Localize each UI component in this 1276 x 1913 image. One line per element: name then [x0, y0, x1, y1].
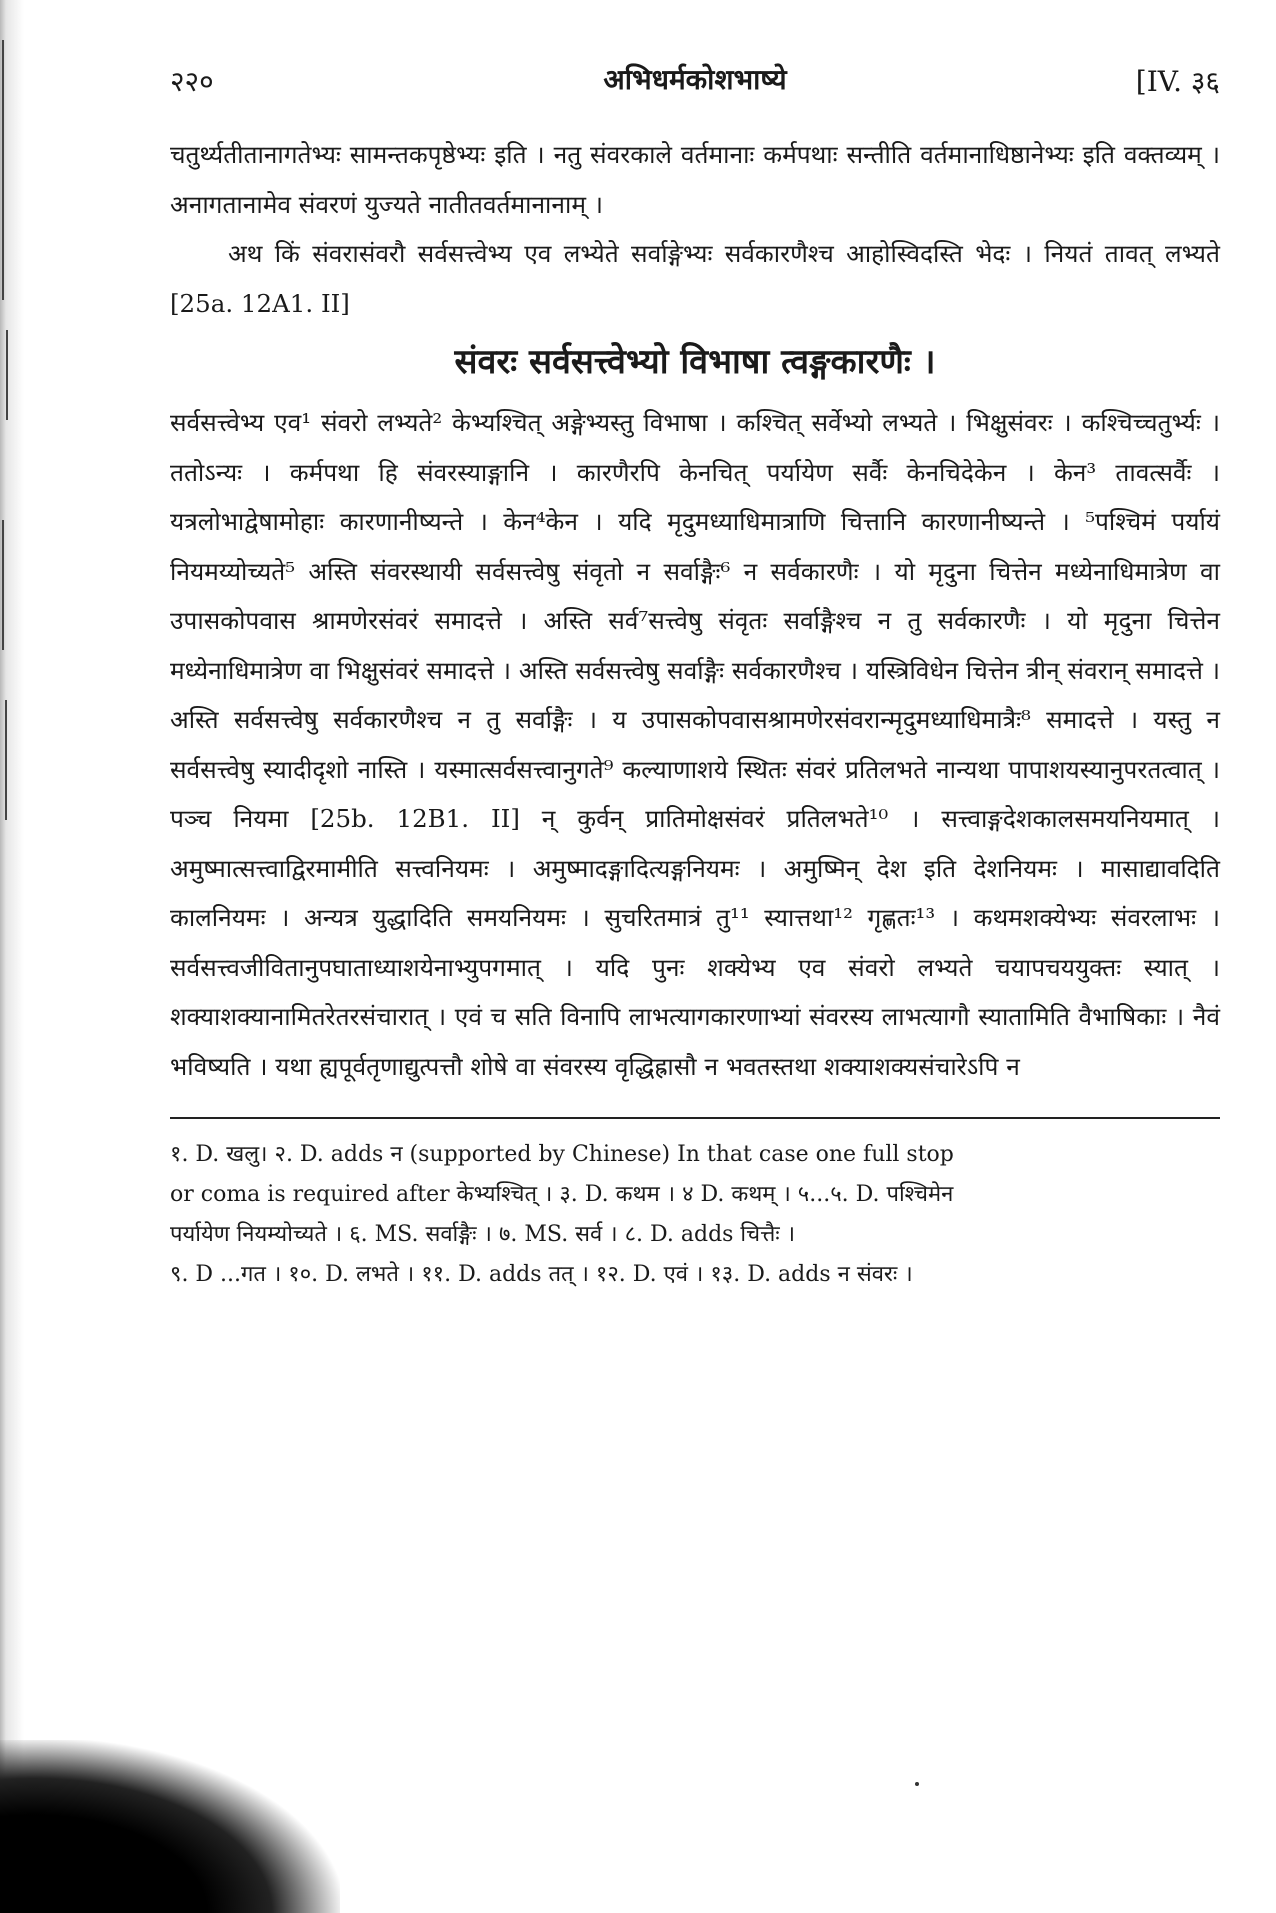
page [170, 50, 1220, 1295]
spine-mark [2, 520, 4, 650]
footnote-divider [170, 1117, 1220, 1119]
spine-mark [6, 330, 8, 420]
footnote-line: ९. D ...गत । १०. D. लभते । ११. D. adds तत् । १२. D. एवं । १३. D. adds न संवरः । [170, 1262, 913, 1287]
verse-karika: संवरः सर्वसत्त्वेभ्यो विभाषा त्वङ्गकारणैः । [454, 342, 936, 382]
book-spine-shadow [0, 0, 24, 1913]
footnotes [170, 1135, 1220, 1295]
paragraph: सर्वसत्त्वेभ्य एव¹ संवरो लभ्यते² केभ्यश्चित् अङ्गेभ्यस्तु विभाषा । कश्चित् सर्वेभ्यो लभ्यते । भिक्षुसंवरः । कश्चिच्चतुर्भ्यः । ततोऽन्यः । कर्मपथा हि संवरस्याङ्गानि । कारणैरपि केनचित् पर्यायेण सर्वैः केनचिदेकेन । केन³ तावत्सर्वैः । यत्रलोभाद्वेषामोहाः कारणानीष्यन्ते । केन⁴केन । यदि मृदुमध्याधिमात्राणि चित्तानि कारणानीष्यन्ते । ⁵पश्चिमं पर्यायं नियमय्योच्यते⁵ अस्ति संवरस्थायी सर्वसत्त्वेषु संवृतो न सर्वाङ्गैः⁶ न सर्वकारणैः । यो मृदुना चित्तेन मध्येनाधिमात्रेण वा उपासकोपवास श्रामणेरसंवरं समादत्ते । अस्ति सर्व⁷सत्त्वेषु संवृतः सर्वाङ्गैश्च न तु सर्वकारणैः । यो मृदुना चित्तेन मध्येनाधिमात्रेण वा भिक्षुसंवरं समादत्ते । अस्ति सर्वसत्त्वेषु सर्वाङ्गैः सर्वकारणैश्च । यस्त्रिविधेन चित्तेन त्रीन् संवरान् समादत्ते । अस्ति सर्वसत्त्वेषु सर्वकारणैश्च न तु सर्वाङ्गैः । य उपासकोपवासश्रामणेरसंवरान्मृदुमध्याधिमात्रैः⁸ समादत्ते । यस्तु न सर्वसत्त्वेषु स्यादीदृशो नास्ति । यस्मात्सर्वसत्त्वानुगते⁹ कल्याणाशये स्थितः संवरं प्रतिलभते नान्यथा पापाशयस्यानुपरतत्वात् । पञ्च नियमा [25b. 12B1. II] न् कुर्वन् प्रातिमोक्षसंवरं प्रतिलभते¹⁰ । सत्त्वाङ्गदेशकालसमयनियमात् । अमुष्मात्सत्त्वाद्विरमामीति सत्त्वनियमः । अमुष्मादङ्गादित्यङ्गनियमः । अमुष्मिन् देश इति देशनियमः । मासाद्यावदिति कालनियमः । अन्यत्र युद्धादिति समयनियमः । सुचरितमात्रं तु¹¹ स्यात्तथा¹² गृह्णतः¹³ । कथमशक्येभ्यः संवरलाभः । सर्वसत्त्वजीवितानुपघाताध्याशयेनाभ्युपगमात् । यदि पुनः शक्येभ्य एव संवरो लभ्यते चयापचययुक्तः स्यात् । शक्याशक्यानामितरेतरसंचारात् । एवं च सति विनापि लाभत्यागकारणाभ्यां संवरस्य लाभत्यागौ स्यातामिति वैभाषिकाः । नैवं भविष्यति । यथा ह्यपूर्वतृणाद्युत्पत्तौ शोषे वा संवरस्य वृद्धिह्रासौ न भवतस्तथा शक्याशक्यसंचारेऽपि न [170, 408, 1220, 1081]
main-text [170, 130, 1220, 1091]
section-reference: [IV. ३६ [1135, 65, 1220, 98]
footnote-line: or coma is required after केभ्यश्चित् । ३. D. कथम । ४ D. कथम् । ५...५. D. पश्चिमेन [170, 1182, 954, 1207]
page-number: २२० [170, 65, 214, 98]
paragraph: अथ किं संवरासंवरौ सर्वसत्त्वेभ्य एव लभ्येते सर्वाङ्गेभ्यः सर्वकारणैश्च आहोस्विदस्ति भेदः । नियतं तावत् लभ्यते [25a. 12A1. II] [170, 239, 1220, 318]
footnote-line: १. D. खलु। २. D. adds न (supported by Chinese) In that case one full stop [170, 1142, 954, 1167]
spine-mark [5, 700, 7, 820]
footnote-line: पर्यायेण नियम्योच्यते । ६. MS. सर्वाङ्गैः । ७. MS. सर्व । ८. D. adds चित्तैः । [170, 1222, 796, 1247]
scan-speck [915, 1782, 919, 1786]
spine-mark [2, 40, 4, 300]
paragraph: चतुर्थ्यतीतानागतेभ्यः सामन्तकपृष्ठेभ्यः इति । नतु संवरकाले वर्तमानाः कर्मपथाः सन्तीति वर्तमानाधिष्ठानेभ्यः इति वक्तव्यम् । अनागतानामेव संवरणं युज्यते नातीतवर्तमानानाम् । [170, 140, 1220, 219]
running-header [170, 50, 1220, 100]
running-title: अभिधर्मकोशभाष्ये [603, 63, 787, 96]
scan-smudge [0, 1740, 340, 1913]
